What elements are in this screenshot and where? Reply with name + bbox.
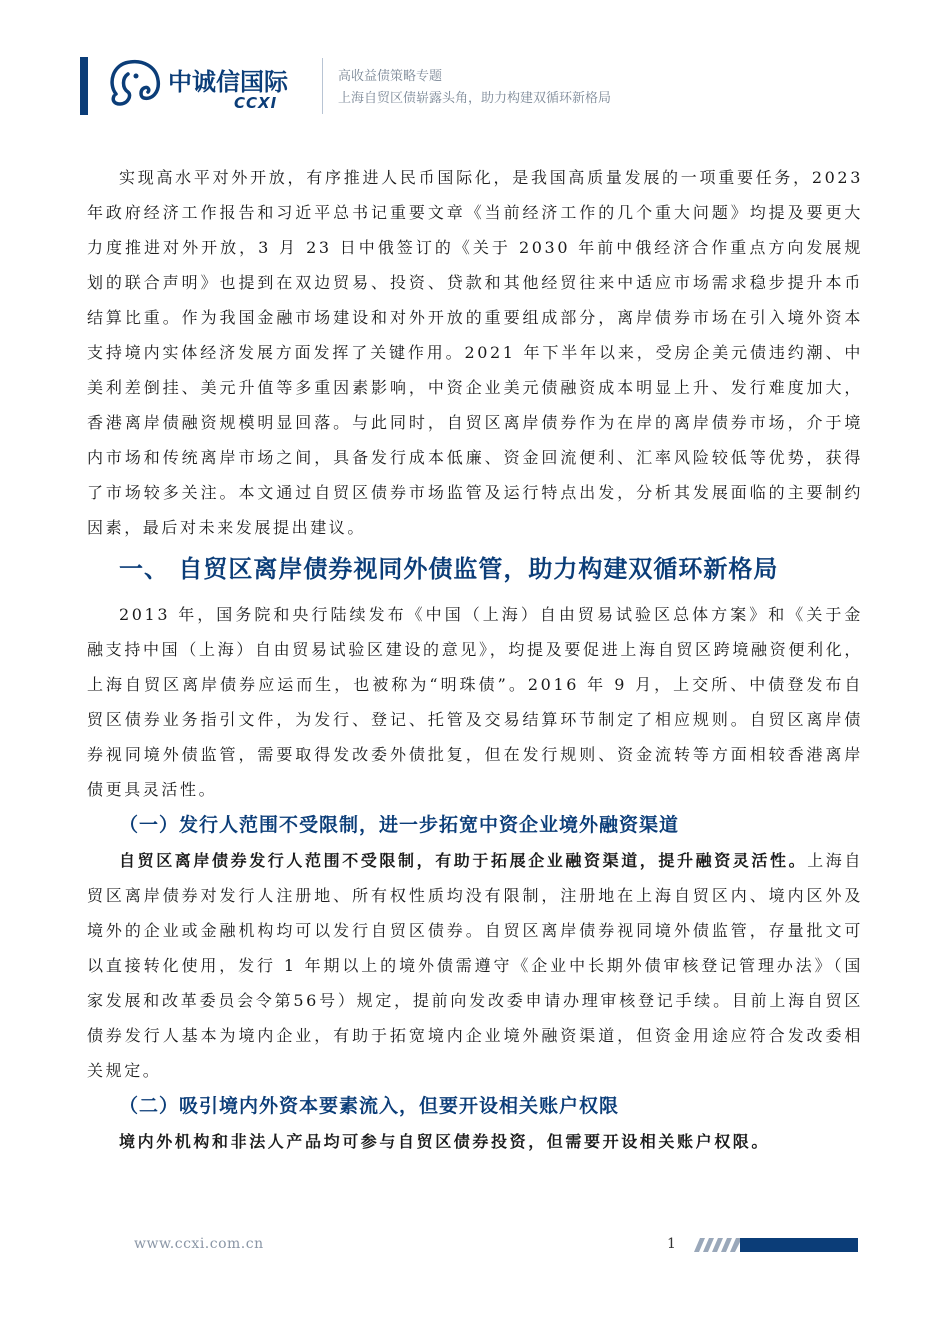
logo-en: CCXI	[234, 94, 278, 112]
header-text	[338, 66, 611, 110]
footer-url[interactable]: www.ccxi.com.cn	[134, 1236, 264, 1252]
document-body	[87, 160, 863, 1159]
section-1-paragraph: 2013 年，国务院和央行陆续发布《中国（上海）自由贸易试验区总体方案》和《关于金融支持中国（上海）自由贸易试验区建设的意见》，均提及要促进上海自贸区跨境融资便利化，上海自贸区离岸债券应运而生，也被称为“明珠债”。2016 年 9 月，上交所、中债登发布自贸区债券业务指引文件，为发行、登记、托管及交易结算环节制定了相应规则。自贸区离岸债券视同境外债监管，需要取得发改委外债批复，但在发行规则、资金流转等方面相较香港离岸债更具灵活性。	[87, 605, 863, 799]
subsection-2-paragraph	[87, 1124, 863, 1159]
report-series: 高收益债策略专题	[338, 69, 443, 84]
subsection-1-heading: （一）发行人范围不受限制，进一步拓宽中资企业境外融资渠道	[119, 814, 680, 836]
header-accent-bar	[80, 57, 88, 115]
section-1-heading: 一、 自贸区离岸债券视同外债监管，助力构建双循环新格局	[119, 555, 779, 583]
ccxi-logo	[106, 54, 306, 116]
subsection-1-body: 上海自贸区离岸债券对发行人注册地、所有权性质均没有限制，注册地在上海自贸区内、境内区外及境外的企业或金融机构均可以发行自贸区债券。自贸区离岸债券视同境外债监管，存量批文可以直接转化使用，发行 1 年期以上的境外债需遵守《企业中长期外债审核登记管理办法》（国家发展和改革委员会令第56号）规定，提前向发改委申请办理审核登记手续。目前上海自贸区债券发行人基本为境内企业，有助于拓宽境内企业境外融资渠道，但资金用途应符合发改委相关规定。	[87, 851, 864, 1080]
page-footer	[0, 1228, 950, 1268]
footer-stripes-icon	[694, 1238, 740, 1252]
report-subtitle: 上海自贸区债崭露头角，助力构建双循环新格局	[338, 91, 612, 106]
subsection-2-heading: （二）吸引境内外资本要素流入，但要开设相关账户权限	[119, 1095, 620, 1117]
intro-paragraph: 实现高水平对外开放，有序推进人民币国际化，是我国高质量发展的一项重要任务，2023 年政府经济工作报告和习近平总书记重要文章《当前经济工作的几个重大问题》均提及要更大力度推进对外开放，3 月 23 日中俄签订的《关于 2030 年前中俄经济合作重点方向发展规划的联合声明》也提到在双边贸易、投资、贷款和其他经贸往来中适应市场需求稳步提升本币结算比重。作为我国金融市场建设和对外开放的重要组成部分，离岸债券市场在引入境外资本支持境内实体经济发展方面发挥了关键作用。2021 年下半年以来，受房企美元债违约潮、中美利差倒挂、美元升值等多重因素影响，中资企业美元债融资成本明显上升、发行难度加大，香港离岸债融资规模明显回落。与此同时，自贸区离岸债券作为在岸的离岸债券市场，介于境内市场和传统离岸市场之间，具备发行成本低廉、资金回流便利、汇率风险较低等优势，获得了市场较多关注。本文通过自贸区债券市场监管及运行特点出发，分析其发展面临的主要制约因素，最后对未来发展提出建议。	[87, 168, 863, 537]
footer-bar	[740, 1238, 858, 1252]
subsection-1-lead: 自贸区离岸债券发行人范围不受限制，有助于拓展企业融资渠道，提升融资灵活性。	[119, 851, 808, 870]
page-header	[0, 40, 950, 130]
elephant-logo-icon	[106, 54, 168, 116]
page-number: 1	[667, 1236, 676, 1252]
logo-name: 中诚信国际	[168, 68, 288, 96]
subsection-1-paragraph	[87, 843, 863, 1088]
header-divider	[322, 58, 323, 114]
subsection-2-lead: 境内外机构和非法人产品均可参与自贸区债券投资，但需要开设相关账户权限。	[119, 1132, 771, 1151]
